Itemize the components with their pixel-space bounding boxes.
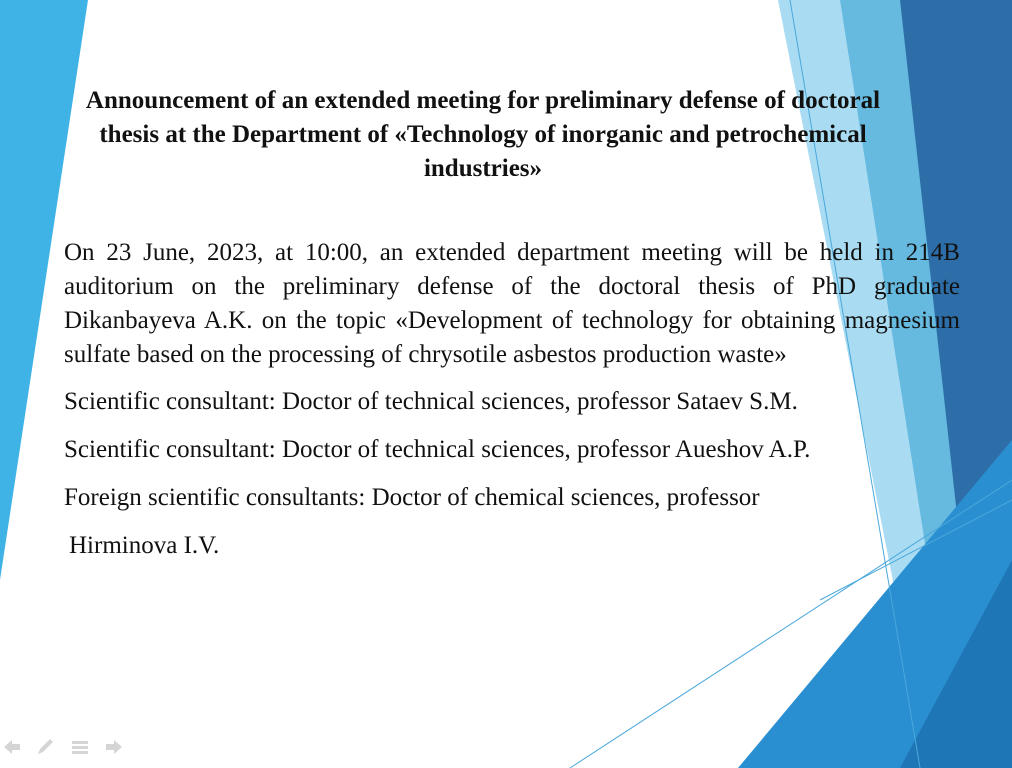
- previous-slide-icon[interactable]: [0, 737, 24, 757]
- consultant-2: Scientific consultant: Doctor of technical sciences, professor Aueshov A.P.: [64, 436, 811, 463]
- consultant-1: Scientific consultant: Doctor of technical sciences, professor Sataev S.M.: [64, 388, 798, 415]
- next-slide-icon[interactable]: [102, 737, 126, 757]
- slide-body: [64, 236, 960, 563]
- slide-nav-controls: [0, 736, 126, 758]
- pen-icon[interactable]: [34, 737, 58, 757]
- slide-title: Announcement of an extended meeting for preliminary defense of doctoral thesis at the Department of «Technology of inorganic and petrochemical industries»: [85, 87, 881, 182]
- menu-icon[interactable]: [68, 737, 92, 757]
- foreign-consultant-line1: Foreign scientific consultants: Doctor of chemical sciences, professor: [64, 484, 760, 511]
- foreign-consultant-line2: Hirminova I.V.: [69, 532, 220, 559]
- announcement-paragraph: On 23 June, 2023, at 10:00, an extended department meeting will be held in 214B auditorium on the preliminary defense of the doctoral thesis of PhD graduate Dikanbayeva A.K. on the topic «Development of technology for obtaining magnesium sulfate based on the processing of chrysotile asbestos production waste»: [64, 239, 960, 368]
